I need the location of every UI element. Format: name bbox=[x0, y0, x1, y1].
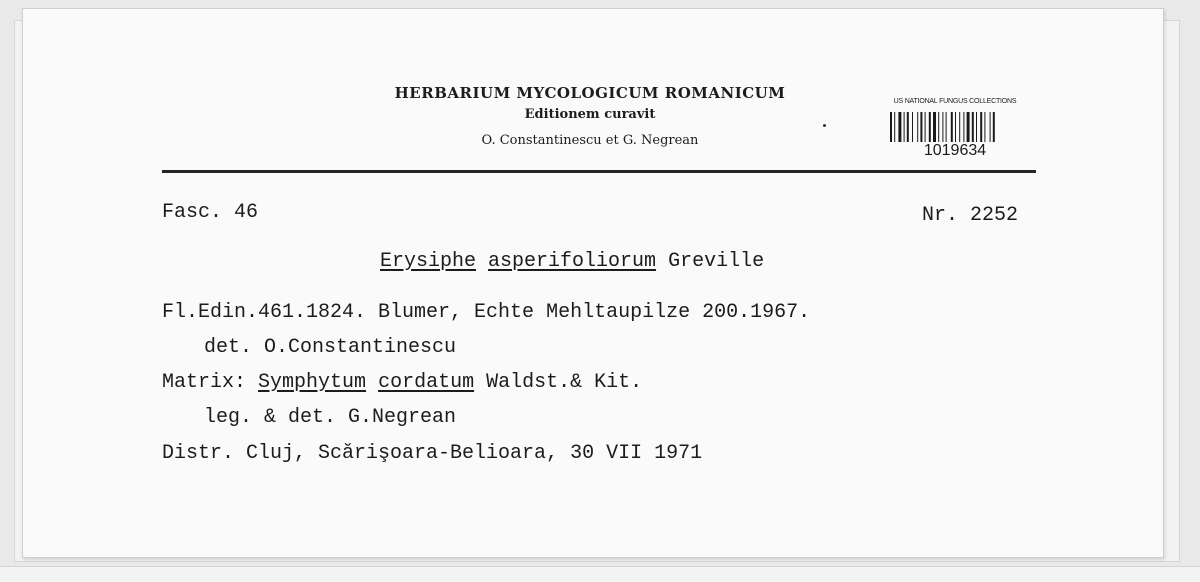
barcode-sticker bbox=[880, 98, 1030, 168]
exsiccata-number: Nr. 2252 bbox=[922, 204, 1019, 227]
barcode-bar bbox=[980, 112, 982, 142]
barcode-bar bbox=[951, 112, 953, 142]
barcode-bar bbox=[912, 112, 913, 142]
barcode-bar bbox=[963, 112, 964, 142]
species-genus: Erysiphe bbox=[380, 250, 477, 273]
editor-caption: Editionem curavit bbox=[524, 107, 656, 122]
barcode-bar bbox=[938, 112, 939, 142]
species-name bbox=[380, 250, 764, 273]
barcode-bar bbox=[946, 112, 947, 142]
barcode-bar bbox=[955, 112, 956, 142]
barcode-number: 1019634 bbox=[923, 142, 987, 159]
barcode-bar bbox=[929, 112, 931, 142]
barcode-bar bbox=[972, 112, 974, 142]
species-author: Greville bbox=[668, 250, 765, 273]
barcode-bar bbox=[976, 112, 977, 142]
barcode-caption: US NATIONAL FUNGUS COLLECTIONS bbox=[893, 98, 1017, 105]
host-genus: Symphytum bbox=[258, 371, 367, 394]
barcode-bar bbox=[907, 112, 909, 142]
barcode-bar bbox=[890, 112, 892, 142]
barcode-bar bbox=[904, 112, 905, 142]
barcode-bar bbox=[933, 112, 936, 142]
header-divider bbox=[162, 170, 1036, 173]
barcode-bar bbox=[942, 112, 943, 142]
next-sheet-edge bbox=[0, 566, 1200, 582]
barcode-bar bbox=[917, 112, 918, 142]
barcode-bar bbox=[984, 112, 985, 142]
barcode-bar bbox=[967, 112, 970, 142]
barcode-bar bbox=[925, 112, 926, 142]
collector-line: leg. & det. G.Negrean bbox=[204, 406, 457, 429]
barcode-bar bbox=[898, 112, 901, 142]
host-epithet: cordatum bbox=[378, 371, 475, 394]
determiner-line: det. O.Constantinescu bbox=[204, 336, 457, 359]
barcode-bar bbox=[959, 112, 960, 142]
barcode-icon bbox=[890, 112, 1020, 142]
matrix-line bbox=[162, 371, 642, 394]
barcode-bar bbox=[894, 112, 895, 142]
fascicle-number: Fasc. 46 bbox=[162, 201, 259, 224]
herbarium-title: HERBARIUM MYCOLOGICUM ROMANICUM bbox=[394, 84, 786, 102]
editor-names: O. Constantinescu et G. Negrean bbox=[481, 133, 699, 148]
ink-dot bbox=[823, 124, 826, 127]
species-epithet: asperifoliorum bbox=[488, 250, 657, 273]
literature-citation: Fl.Edin.461.1824. Blumer, Echte Mehltaupilze 200.1967. bbox=[162, 301, 811, 324]
barcode-bar bbox=[993, 112, 995, 142]
barcode-bar bbox=[920, 112, 922, 142]
locality-line: Distr. Cluj, Scărişoara-Belioara, 30 VII 1971 bbox=[162, 442, 703, 465]
host-author: Waldst.& Kit. bbox=[486, 371, 643, 394]
matrix-label: Matrix: bbox=[162, 371, 247, 394]
barcode-bar bbox=[990, 112, 991, 142]
